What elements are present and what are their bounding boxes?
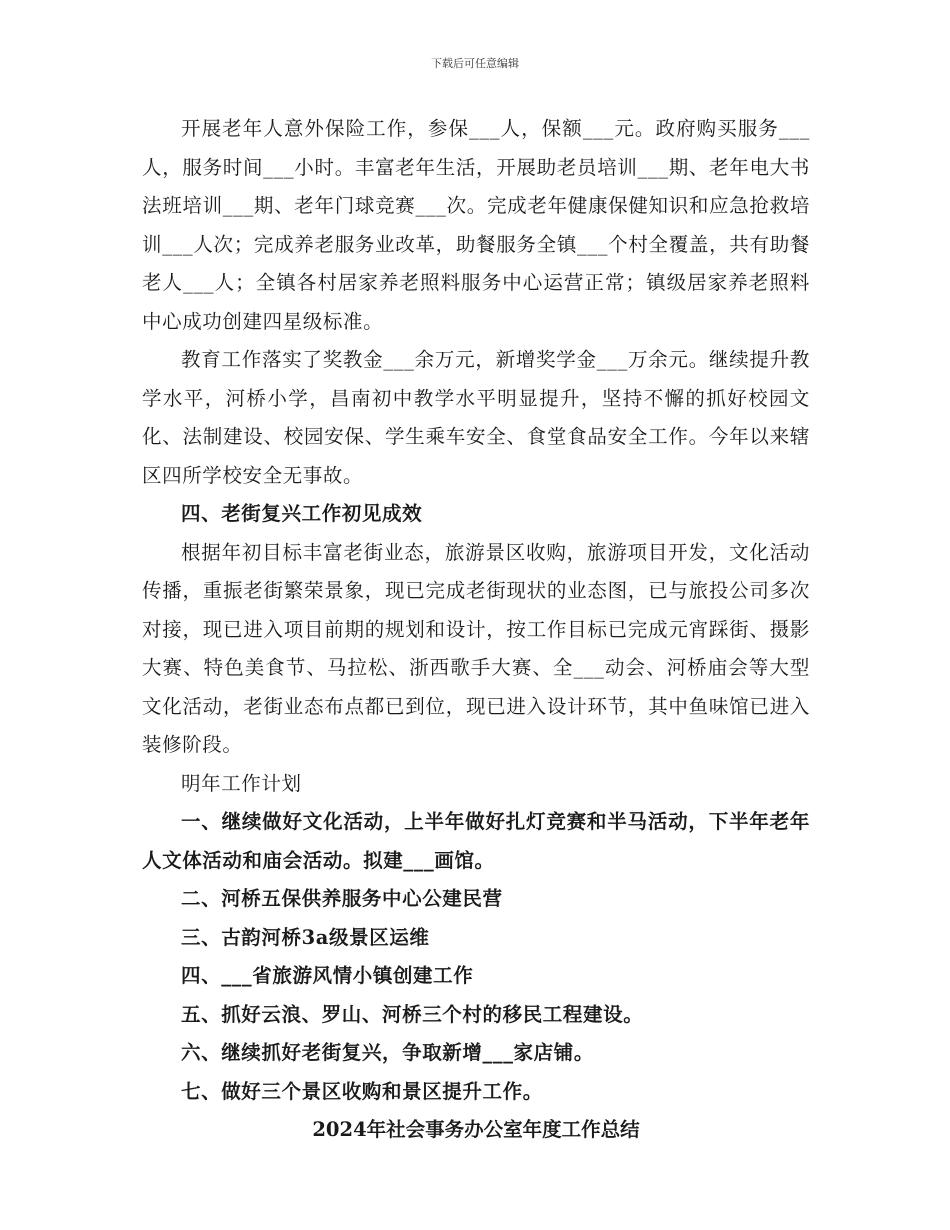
- document-title: 2024年社会事务办公室年度工作总结: [312, 1118, 640, 1141]
- plan-item-6: 六、继续抓好老街复兴，争取新增___家店铺。: [181, 1041, 594, 1064]
- plan-item-7: 七、做好三个景区收购和景区提升工作。: [181, 1079, 543, 1103]
- paragraph-elderly-services: 开展老年人意外保险工作，参保___人，保额___元。政府购买服务___人，服务时间___小时。丰富老年生活，开展助老员培训___期、老年电大书法班培训___期、老年门球竞赛___次。完成老年健康保健知识和应急抢救培训___人次；完成养老服务业改革，助餐服务全镇___个村全覆盖，共有助餐老人___人；全镇各村居家养老照料服务中心运营正常；镇级居家养老照料中心成功创建四星级标准。: [142, 117, 810, 333]
- document-body: [142, 110, 810, 1150]
- section-heading-old-street: 四、老街复兴工作初见成效: [181, 502, 423, 525]
- plan-item-4: 四、___省旅游风情小镇创建工作: [181, 964, 474, 987]
- page-header: 下载后可任意编辑: [431, 57, 519, 70]
- plan-item-5: 五、抓好云浪、罗山、河桥三个村的移民工程建设。: [181, 1002, 644, 1026]
- plan-item-1: 一、继续做好文化活动，上半年做好扎灯竞赛和半马活动，下半年老年人文体活动和庙会活动。拟建___画馆。: [142, 810, 810, 872]
- next-year-plan-heading: 明年工作计划: [181, 771, 302, 795]
- paragraph-education: 教育工作落实了奖教金___余万元，新增奖学金___万余元。继续提升教学水平，河桥小学，昌南初中教学水平明显提升，坚持不懈的抓好校园文化、法制建设、校园安保、学生乘车安全、食堂食品安全工作。今年以来辖区四所学校安全无事故。: [142, 348, 810, 487]
- paragraph-old-street: 根据年初目标丰富老街业态，旅游景区收购，旅游项目开发，文化活动传播，重振老街繁荣景象，现已完成老街现状的业态图，已与旅投公司多次对接，现已进入项目前期的规划和设计，按工作目标已完成元宵踩街、摄影大赛、特色美食节、马拉松、浙西歌手大赛、全___动会、河桥庙会等大型文化活动，老街业态布点都已到位，现已进入设计环节，其中鱼味馆已进入装修阶段。: [142, 540, 810, 756]
- plan-item-3: 三、古韵河桥3a级景区运维: [181, 925, 430, 949]
- plan-item-2: 二、河桥五保供养服务中心公建民营: [181, 887, 503, 910]
